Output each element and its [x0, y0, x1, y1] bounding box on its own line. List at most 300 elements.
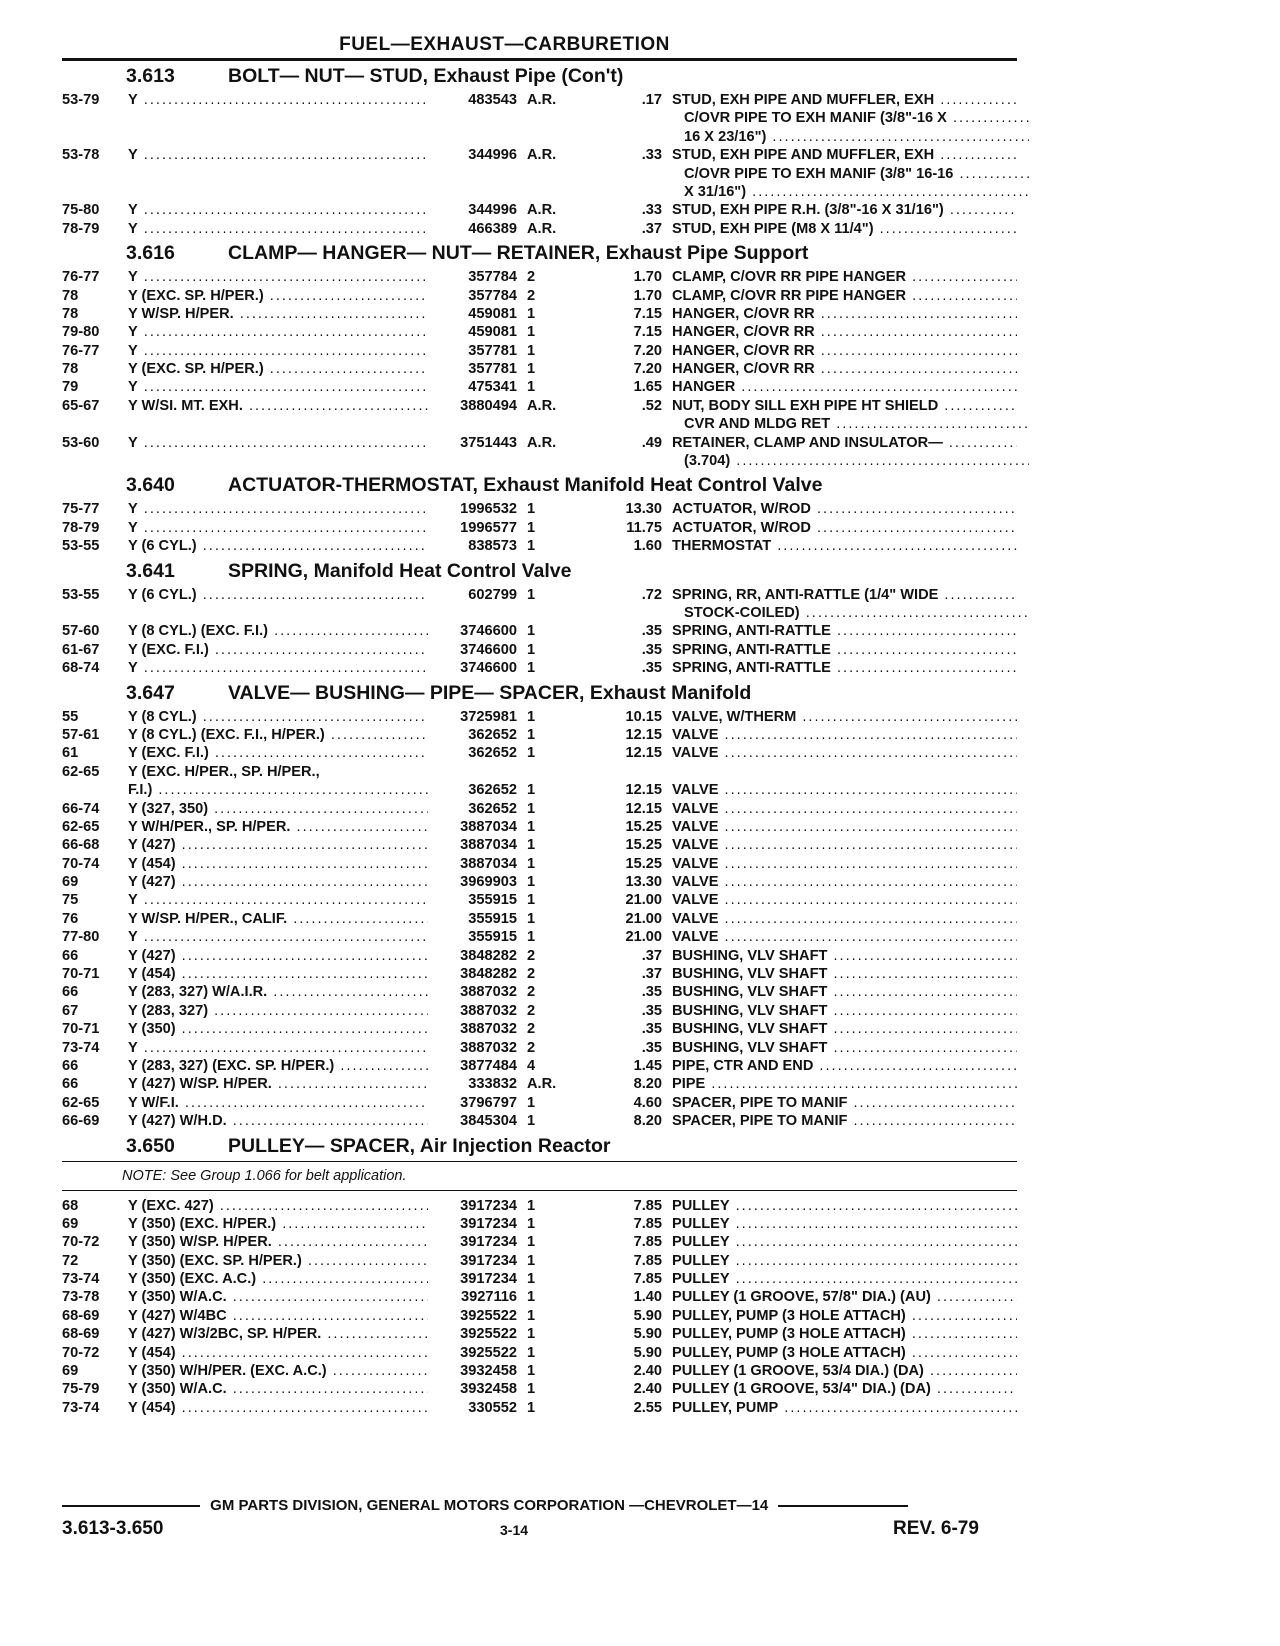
row-model: Y (EXC. H/PER., SP. H/PER.,	[128, 763, 320, 780]
row-part-number: 3887034	[456, 855, 517, 873]
section-title: PULLEY— SPACER, Air Injection Reactor	[228, 1134, 611, 1157]
row-description: STOCK-COILED) .....	[672, 604, 1029, 622]
row-quantity: 1	[527, 708, 536, 725]
row-model: Y (EXC. SP. H/PER.) .....	[128, 287, 428, 305]
row-price: 15.25	[625, 855, 662, 872]
row-model: Y .....	[128, 342, 428, 360]
row-description: SPRING, ANTI-RATTLE .....	[672, 659, 1017, 677]
row-price: 7.85	[633, 1271, 662, 1288]
row-description: VALVE .....	[672, 891, 1017, 909]
section-number: 3.650	[126, 1134, 175, 1157]
footer-division: GM PARTS DIVISION, GENERAL MOTORS CORPORATION —CHEVROLET—14	[210, 1497, 769, 1514]
row-quantity: 1	[527, 782, 536, 799]
parts-row	[62, 622, 1017, 640]
row-price: 21.00	[625, 892, 662, 909]
parts-row	[62, 452, 1017, 470]
row-quantity: 2	[527, 287, 536, 304]
row-price: 12.15	[625, 745, 662, 762]
section-title: SPRING, Manifold Heat Control Valve	[228, 559, 572, 582]
row-price: 7.85	[633, 1215, 662, 1232]
row-model: Y (8 CYL.) .....	[128, 708, 428, 726]
row-year: 53-55	[62, 586, 100, 603]
row-year: 73-74	[62, 1399, 100, 1416]
row-quantity: 1	[527, 892, 536, 909]
row-description: PULLEY, PUMP (3 HOLE ATTACH) .....	[672, 1344, 1017, 1362]
row-part-number: 3887034	[456, 818, 517, 836]
row-price: 11.75	[626, 519, 662, 536]
footer-page-number: 3-14	[500, 1522, 529, 1538]
parts-row	[62, 287, 1017, 305]
parts-row	[62, 1112, 1017, 1130]
row-part-number: 355915	[464, 928, 517, 946]
row-part-number: 355915	[464, 891, 517, 909]
row-year: 78	[62, 361, 79, 378]
parts-row	[62, 183, 1017, 201]
row-part-number: 3746600	[456, 622, 517, 640]
row-year: 70-74	[62, 855, 100, 872]
row-quantity: 1	[527, 874, 536, 891]
row-quantity: 1	[527, 1094, 536, 1111]
row-part-number: 3887032	[456, 1039, 517, 1057]
row-description: ACTUATOR, W/ROD .....	[672, 500, 1017, 518]
row-price: 12.15	[625, 726, 662, 743]
parts-row	[62, 201, 1017, 219]
row-year: 70-71	[62, 1021, 100, 1038]
row-quantity: 1	[527, 1252, 536, 1269]
row-price: 8.20	[633, 1076, 662, 1093]
row-model: Y .....	[128, 659, 428, 677]
row-description: VALVE .....	[672, 781, 1017, 799]
row-description: BUSHING, VLV SHAFT .....	[672, 965, 1017, 983]
page-title: FUEL—EXHAUST—CARBURETION	[339, 34, 670, 55]
row-quantity: 1	[527, 1234, 536, 1251]
row-quantity: A.R.	[527, 202, 557, 219]
parts-row	[62, 342, 1017, 360]
parts-row	[62, 1307, 1017, 1325]
row-part-number: 355915	[464, 910, 517, 928]
row-description: PIPE, CTR AND END .....	[672, 1057, 1017, 1075]
row-year: 57-61	[62, 726, 100, 743]
row-quantity: 2	[527, 1002, 536, 1019]
parts-row	[62, 873, 1017, 891]
parts-row	[62, 855, 1017, 873]
row-price: 1.45	[633, 1057, 662, 1074]
row-year: 75-79	[62, 1381, 100, 1398]
row-price: 1.70	[633, 269, 662, 286]
row-quantity: 1	[527, 745, 536, 762]
parts-row	[62, 1380, 1017, 1398]
parts-row	[62, 360, 1017, 378]
row-description: SPRING, ANTI-RATTLE .....	[672, 622, 1017, 640]
row-quantity: 1	[527, 623, 536, 640]
row-part-number: 3887032	[456, 1020, 517, 1038]
section-title: BOLT— NUT— STUD, Exhaust Pipe (Con't)	[228, 65, 624, 87]
row-price: 21.00	[625, 929, 662, 946]
row-year: 61-67	[62, 641, 100, 658]
row-description: STUD, EXH PIPE R.H. (3/8"-16 X 31/16") .....	[672, 201, 1017, 219]
row-year: 68-69	[62, 1326, 100, 1343]
row-description: VALVE .....	[672, 836, 1017, 854]
row-model: Y .....	[128, 268, 428, 286]
row-description: HANGER, C/OVR RR .....	[672, 305, 1017, 323]
row-price: 7.20	[633, 342, 662, 359]
row-part-number: 3927116	[457, 1288, 517, 1306]
row-year: 79	[62, 379, 79, 396]
row-year: 53-55	[62, 538, 100, 555]
row-quantity: 1	[527, 324, 536, 341]
section-header	[62, 678, 1017, 708]
row-price: 21.00	[625, 910, 662, 927]
row-description: CVR AND MLDG RET .....	[672, 415, 1029, 433]
row-part-number: 3880494	[456, 397, 517, 415]
row-year: 78	[62, 305, 79, 322]
row-price: 7.85	[633, 1234, 662, 1251]
row-price: 8.20	[633, 1113, 662, 1130]
parts-row	[62, 323, 1017, 341]
row-model: Y .....	[128, 1039, 428, 1057]
row-model: Y (454) .....	[128, 855, 428, 873]
row-description: PULLEY .....	[672, 1270, 1017, 1288]
row-price: 13.30	[625, 501, 662, 518]
row-description: VALVE .....	[672, 726, 1017, 744]
row-price: 7.20	[633, 361, 662, 378]
row-model: Y (427) .....	[128, 836, 428, 854]
row-year: 73-74	[62, 1039, 100, 1056]
row-model: Y .....	[128, 928, 428, 946]
row-model: Y .....	[128, 434, 428, 452]
row-model: Y (8 CYL.) (EXC. F.I., H/PER.) .....	[128, 726, 428, 744]
row-part-number: 3746600	[456, 659, 517, 677]
row-description: BUSHING, VLV SHAFT .....	[672, 1020, 1017, 1038]
row-description: THERMOSTAT .....	[672, 537, 1017, 555]
sections-container	[62, 61, 1017, 1417]
row-year: 61	[62, 745, 79, 762]
row-part-number: 475341	[464, 378, 517, 396]
row-year: 75-77	[62, 501, 100, 518]
row-part-number: 362652	[464, 781, 517, 799]
row-model: Y .....	[128, 220, 428, 238]
parts-row	[62, 1215, 1017, 1233]
row-year: 78	[62, 287, 79, 304]
parts-row	[62, 146, 1017, 164]
parts-row	[62, 1057, 1017, 1075]
row-part-number: 1996577	[456, 519, 517, 537]
parts-row	[62, 1002, 1017, 1020]
parts-row	[62, 928, 1017, 946]
row-model: Y .....	[128, 146, 428, 164]
row-price: 1.70	[633, 287, 662, 304]
row-model: Y .....	[128, 323, 428, 341]
parts-row	[62, 500, 1017, 518]
parts-row	[62, 604, 1017, 622]
row-model: Y (427) .....	[128, 947, 428, 965]
row-year: 55	[62, 708, 79, 725]
row-quantity: A.R.	[527, 1076, 557, 1093]
row-description: STUD, EXH PIPE AND MUFFLER, EXH .....	[672, 146, 1017, 164]
row-model: Y (350) W/A.C. .....	[128, 1288, 428, 1306]
row-price: 1.65	[633, 379, 662, 396]
row-year: 66	[62, 984, 79, 1001]
row-year: 69	[62, 1363, 79, 1380]
row-model: F.I.) .....	[128, 781, 428, 799]
row-price: .17	[641, 92, 662, 108]
row-quantity: 1	[527, 910, 536, 927]
row-year: 66-69	[62, 1113, 100, 1130]
row-price: .35	[641, 641, 662, 658]
row-year: 53-60	[62, 434, 100, 451]
row-description: C/OVR PIPE TO EXH MANIF (3/8"-16 X .....	[672, 109, 1029, 127]
row-quantity: A.R.	[527, 147, 557, 164]
row-model: Y (427) W/3/2BC, SP. H/PER. .....	[128, 1325, 428, 1343]
row-quantity: 1	[527, 1113, 536, 1130]
row-year: 66	[62, 947, 79, 964]
row-year: 68-74	[62, 660, 100, 677]
footer-rule-left	[62, 1505, 200, 1507]
row-description: BUSHING, VLV SHAFT .....	[672, 1002, 1017, 1020]
row-description: X 31/16") .....	[672, 183, 1029, 201]
parts-row	[62, 1270, 1017, 1288]
row-model: Y (427) .....	[128, 873, 428, 891]
row-model: Y W/SP. H/PER. .....	[128, 305, 428, 323]
row-price: 15.25	[625, 837, 662, 854]
catalog-page	[62, 34, 1017, 1417]
row-quantity: A.R.	[527, 434, 557, 451]
row-price: 2.55	[633, 1399, 662, 1416]
row-model: Y (283, 327) (EXC. SP. H/PER.) .....	[128, 1057, 428, 1075]
row-model: Y W/SP. H/PER., CALIF. .....	[128, 910, 428, 928]
row-price: .37	[641, 947, 662, 964]
row-description: HANGER .....	[672, 378, 1017, 396]
row-description: PULLEY, PUMP (3 HOLE ATTACH) .....	[672, 1325, 1017, 1343]
row-description: VALVE .....	[672, 910, 1017, 928]
parts-row	[62, 1020, 1017, 1038]
row-quantity: 2	[527, 1039, 536, 1056]
row-part-number: 3925522	[456, 1344, 517, 1362]
row-price: 13.30	[625, 874, 662, 891]
row-quantity: 1	[527, 538, 536, 555]
row-year: 53-78	[62, 147, 100, 164]
row-part-number: 344996	[464, 146, 517, 164]
row-year: 69	[62, 874, 79, 891]
parts-row	[62, 1362, 1017, 1380]
row-part-number: 3887032	[456, 1002, 517, 1020]
row-description: PULLEY (1 GROOVE, 57/8" DIA.) (AU) .....	[672, 1288, 1017, 1306]
row-model: Y (427) W/4BC .....	[128, 1307, 428, 1325]
row-description: NUT, BODY SILL EXH PIPE HT SHIELD .....	[672, 397, 1017, 415]
parts-row	[62, 519, 1017, 537]
row-part-number: 3917234	[456, 1270, 517, 1288]
row-description: ACTUATOR, W/ROD .....	[672, 519, 1017, 537]
row-price: 2.40	[633, 1381, 662, 1398]
row-year: 66	[62, 1076, 79, 1093]
row-description: STUD, EXH PIPE AND MUFFLER, EXH .....	[672, 91, 1017, 109]
row-part-number: 357781	[464, 360, 517, 378]
row-model: Y (454) .....	[128, 1399, 428, 1417]
row-year: 68-69	[62, 1307, 100, 1324]
row-description: VALVE .....	[672, 855, 1017, 873]
row-part-number: 3925522	[456, 1325, 517, 1343]
parts-row	[62, 91, 1017, 109]
row-price: .49	[641, 434, 662, 451]
row-price: 10.15	[625, 708, 662, 725]
parts-row	[62, 586, 1017, 604]
section-header	[62, 238, 1017, 268]
row-model: Y W/SI. MT. EXH. .....	[128, 397, 428, 415]
row-year: 69	[62, 1215, 79, 1232]
row-year: 68	[62, 1197, 79, 1214]
row-price: .35	[641, 623, 662, 640]
row-part-number: 357784	[464, 287, 517, 305]
footer-range: 3.613-3.650	[62, 1518, 164, 1539]
row-model: Y (350) W/H/PER. (EXC. A.C.) .....	[128, 1362, 428, 1380]
row-year: 77-80	[62, 929, 100, 946]
parts-row	[62, 268, 1017, 286]
row-model: Y (327, 350) .....	[128, 800, 428, 818]
row-quantity: 1	[527, 1399, 536, 1416]
parts-row	[62, 109, 1017, 127]
row-model: Y (8 CYL.) (EXC. F.I.) .....	[128, 622, 428, 640]
row-part-number: 357784	[464, 268, 517, 286]
row-part-number: 1996532	[456, 500, 517, 518]
row-description: PULLEY .....	[672, 1252, 1017, 1270]
row-model: Y (283, 327) W/A.I.R. .....	[128, 983, 428, 1001]
row-model: Y (454) .....	[128, 1344, 428, 1362]
row-part-number: 3751443	[456, 434, 517, 452]
row-price: 7.15	[633, 305, 662, 322]
section-title: ACTUATOR-THERMOSTAT, Exhaust Manifold Heat Control Valve	[228, 474, 823, 497]
row-description: BUSHING, VLV SHAFT .....	[672, 947, 1017, 965]
row-description: STUD, EXH PIPE (M8 X 11/4") .....	[672, 220, 1017, 238]
row-quantity: 1	[527, 641, 536, 658]
row-model: Y (283, 327) .....	[128, 1002, 428, 1020]
row-year: 70-72	[62, 1234, 100, 1251]
row-quantity: 1	[527, 855, 536, 872]
row-model: Y W/F.I. .....	[128, 1094, 428, 1112]
row-price: 5.90	[633, 1307, 662, 1324]
row-year: 65-67	[62, 397, 100, 414]
row-model: Y (EXC. F.I.) .....	[128, 744, 428, 762]
parts-row	[62, 537, 1017, 555]
row-price: 7.85	[633, 1197, 662, 1214]
row-part-number: 362652	[464, 744, 517, 762]
row-description: PULLEY (1 GROOVE, 53/4" DIA.) (DA) .....	[672, 1380, 1017, 1398]
row-year: 62-65	[62, 1094, 100, 1111]
parts-row	[62, 659, 1017, 677]
row-year: 73-78	[62, 1289, 100, 1306]
row-part-number: 333832	[464, 1075, 517, 1093]
row-description: SPACER, PIPE TO MANIF .....	[672, 1094, 1017, 1112]
row-part-number: 344996	[464, 201, 517, 219]
row-part-number: 3932458	[456, 1380, 517, 1398]
parts-row	[62, 965, 1017, 983]
row-description: HANGER, C/OVR RR .....	[672, 342, 1017, 360]
row-description: PULLEY, PUMP .....	[672, 1399, 1017, 1417]
row-price: .33	[641, 147, 662, 164]
row-price: .37	[641, 966, 662, 983]
row-description: VALVE .....	[672, 873, 1017, 891]
row-part-number: 3917234	[456, 1233, 517, 1251]
row-part-number: 3887034	[456, 836, 517, 854]
row-part-number: 3848282	[456, 947, 517, 965]
row-description: PULLEY .....	[672, 1215, 1017, 1233]
section-number: 3.641	[126, 559, 175, 582]
row-model: Y .....	[128, 91, 428, 109]
row-model: Y (350) (EXC. A.C.) .....	[128, 1270, 428, 1288]
row-description: VALVE .....	[672, 800, 1017, 818]
parts-row	[62, 1325, 1017, 1343]
section-number: 3.640	[126, 474, 175, 497]
row-quantity: 2	[527, 984, 536, 1001]
row-model: Y (350) .....	[128, 1020, 428, 1038]
row-part-number: 3969903	[456, 873, 517, 891]
row-year: 75-80	[62, 202, 100, 219]
row-price: .35	[641, 1002, 662, 1019]
row-part-number: 3917234	[456, 1252, 517, 1270]
row-description: PULLEY .....	[672, 1197, 1017, 1215]
row-year: 70-72	[62, 1344, 100, 1361]
section-header	[62, 556, 1017, 586]
parts-row	[62, 128, 1017, 146]
row-price: 12.15	[625, 800, 662, 817]
row-part-number: 3925522	[456, 1307, 517, 1325]
row-description: PIPE .....	[672, 1075, 1017, 1093]
parts-row	[62, 744, 1017, 762]
row-description: SPRING, ANTI-RATTLE .....	[672, 641, 1017, 659]
row-quantity: A.R.	[527, 92, 557, 108]
parts-row	[62, 434, 1017, 452]
row-price: .72	[641, 586, 662, 603]
row-quantity: 2	[527, 966, 536, 983]
section-header	[62, 61, 1017, 91]
row-model: Y (350) (EXC. SP. H/PER.) .....	[128, 1252, 428, 1270]
parts-row	[62, 763, 1017, 781]
row-description: RETAINER, CLAMP AND INSULATOR— .....	[672, 434, 1017, 452]
row-year: 70-71	[62, 966, 100, 983]
row-quantity: 2	[527, 269, 536, 286]
row-part-number: 483543	[464, 91, 517, 109]
row-description: CLAMP, C/OVR RR PIPE HANGER .....	[672, 287, 1017, 305]
parts-row	[62, 891, 1017, 909]
row-price: 1.60	[633, 538, 662, 555]
row-description: CLAMP, C/OVR RR PIPE HANGER .....	[672, 268, 1017, 286]
section-note: NOTE: See Group 1.066 for belt application.	[122, 1167, 407, 1184]
parts-row	[62, 1288, 1017, 1306]
row-quantity: 1	[527, 800, 536, 817]
row-part-number: 459081	[464, 305, 517, 323]
row-quantity: 2	[527, 947, 536, 964]
row-model: Y .....	[128, 201, 428, 219]
parts-row	[62, 781, 1017, 799]
row-description: (3.704) .....	[672, 452, 1029, 470]
row-price: .35	[641, 1039, 662, 1056]
row-quantity: 1	[527, 1271, 536, 1288]
row-year: 79-80	[62, 324, 100, 341]
row-year: 78-79	[62, 519, 100, 536]
row-year: 75	[62, 892, 79, 909]
row-part-number: 838573	[464, 537, 517, 555]
row-year: 53-79	[62, 92, 100, 108]
row-quantity: A.R.	[527, 397, 557, 414]
parts-row	[62, 800, 1017, 818]
row-price: 1.40	[633, 1289, 662, 1306]
row-year: 76-77	[62, 342, 100, 359]
row-quantity: 1	[527, 1381, 536, 1398]
parts-row	[62, 1197, 1017, 1215]
row-model: Y (6 CYL.) .....	[128, 537, 428, 555]
row-description: PULLEY (1 GROOVE, 53/4 DIA.) (DA) .....	[672, 1362, 1017, 1380]
parts-row	[62, 1344, 1017, 1362]
row-model: Y (350) (EXC. H/PER.) .....	[128, 1215, 428, 1233]
